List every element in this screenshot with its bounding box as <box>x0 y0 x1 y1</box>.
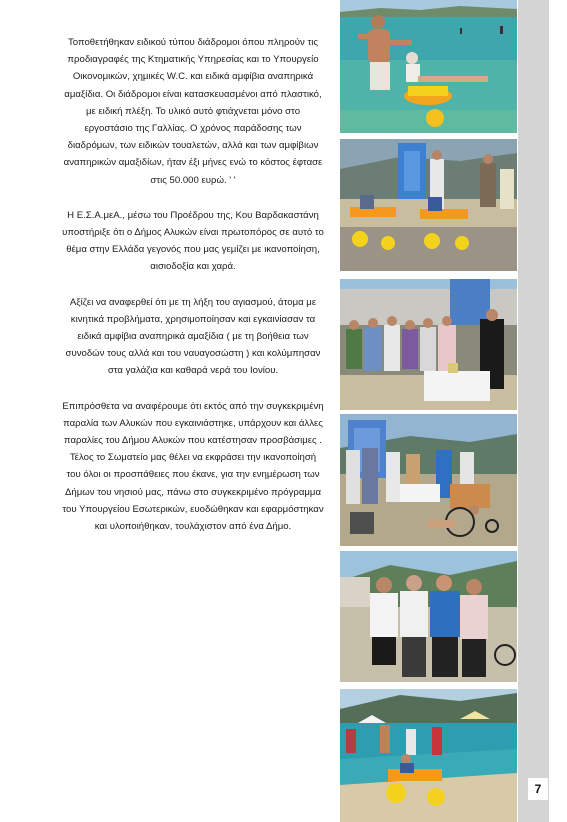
paragraph-3: Αξίζει να αναφερθεί ότι με τη λήξη του αγιασμού, άτομα με κινητικά προβλήματα, χρησιμοποίησαν και εγκαινίασαν τα ειδικά αμφίβια αναπηρικά αμαξίδια ( με τη βοήθεια των συνοδών τους αλλά και του ναυαγοσώστη ) και κολύμπησαν στα γαλάζια και καθαρά νερά του Ιονίου. <box>65 296 321 377</box>
photo-wheelchair-user <box>340 414 517 546</box>
photo-beach-chair-at-shore <box>340 689 517 822</box>
paragraph-2: Η Ε.Σ.Α.μεΑ., μέσω του Προέδρου της, Κου Βαρδακαστάνη υποστήριξε ότι ο Δήμος Αλυκών είναι πρωτοπόρος σε αυτό το θέμα στην Ελλάδα γεγονός που μας γεμίζει με ικανοποίηση, αισιοδοξία και χαρά. <box>62 209 324 273</box>
photo-group-of-officials <box>340 551 517 682</box>
paragraph-1: Τοποθετήθηκαν ειδικού τύπου διάδρομοι όπου πληρούν τις προδιαγραφές της Κτηματικής Υπηρεσίας και το Υπουργείο Οικονομικών, χημικές W.C. και ειδικά αμφίβια αναπηρικά αμαξίδια. Οι διάδρομοι είναι κατασκευασμένοι από πλαστικό, με ειδική πλέξη. Το υλικό αυτό φτιάχνεται μόνο στο εργοστάσιο της Γαλλίας. Ο χρόνος παράδοσης των διαδρόμων, των ειδικών τουαλετών, αλλά και των αμφίβιων αναπηρικών αμαξιδίων, ήταν έξι μήνες ενώ το κόστος έφτασε στις 50.000 ευρώ. ' ' <box>63 37 323 186</box>
photo-blessing-ceremony <box>340 279 517 410</box>
paragraph-4: Επιπρόσθετα να αναφέρουμε ότι εκτός από την συγκεκριμένη παραλία των Αλυκών που εγκαινιάστηκε, υπάρχουν και άλλες παραλίες του Δήμου Αλυκών που κατέστησαν προσβάσιμες . Τέλος το Σωματείο μας θέλει να εκφράσει την ικανοποίησή του όλοι οι προσπάθειες που έκανε, για την ενημέρωση των Δήμων του νησιού μας, πάνω στο συγκεκριμένο πρόγραμμα του Υπουργείου Εσωτερικών, ευοδώθηκαν και εφαρμόστηκαν και υλοποιήθηκαν, τουλάχιστον από ένα Δήμο. <box>62 400 324 533</box>
margin-strip <box>518 0 549 822</box>
photo-chairs-on-walkway <box>340 139 517 271</box>
page-number: 7 <box>528 778 548 800</box>
photo-amphibious-chair-in-sea <box>340 0 517 133</box>
article-text <box>62 34 324 553</box>
